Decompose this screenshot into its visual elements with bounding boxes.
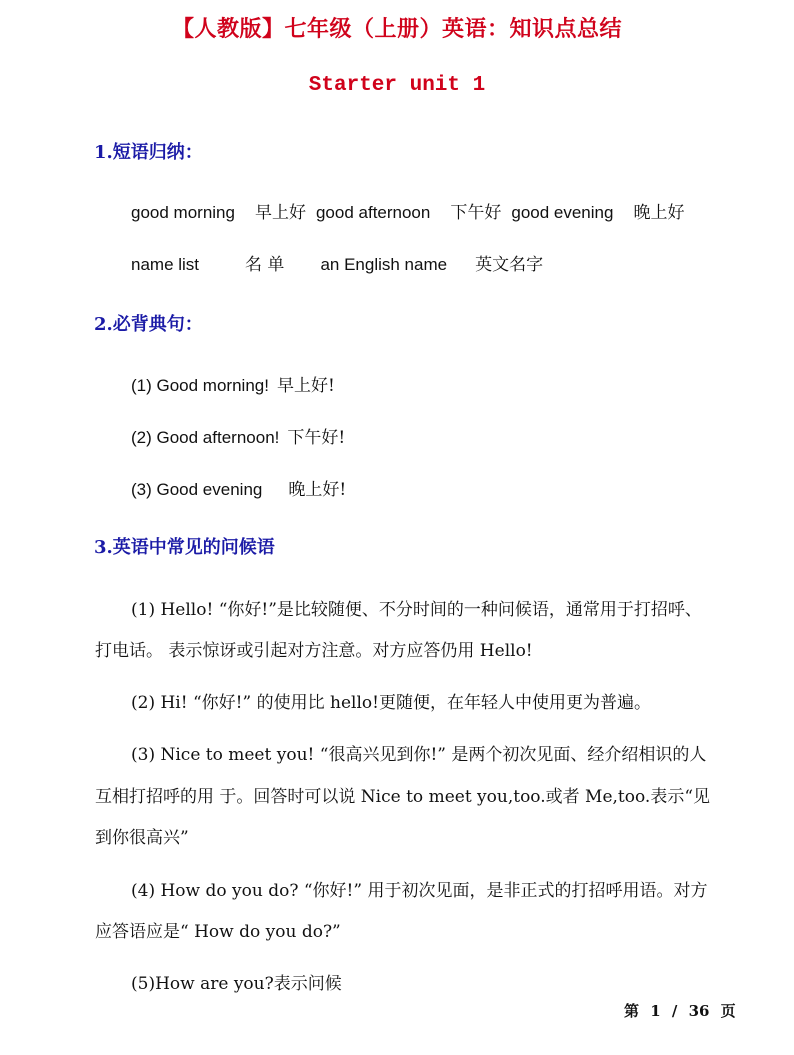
phrase-en: good afternoon bbox=[315, 203, 431, 222]
phrase-cn: 名 单 bbox=[245, 255, 285, 275]
sentence-item bbox=[131, 423, 345, 448]
paragraph-line: 到你很高兴” bbox=[95, 828, 189, 848]
sentence-cn: 下午好! bbox=[287, 428, 346, 448]
phrase-cn: 英文名字 bbox=[475, 255, 544, 275]
paragraph-line: (2) Hi! “你好!” 的使用比 hello!更随便，在年轻人中使用更为普遍。 bbox=[131, 693, 651, 713]
document-subtitle: Starter unit 1 bbox=[308, 74, 486, 97]
phrase-en: good morning bbox=[131, 203, 235, 222]
paragraph-line: (1) Hello! “你好!”是比较随便、不分时间的一种问候语，通常用于打招呼、 bbox=[131, 600, 702, 620]
phrase-cn: 晚上好 bbox=[633, 203, 685, 223]
paragraph-line: (5)How are you?表示问候 bbox=[131, 974, 342, 994]
phrase-en: an English name bbox=[320, 255, 448, 274]
phrase-row-2 bbox=[131, 250, 543, 275]
sentence-en: (1) Good morning! bbox=[131, 376, 269, 395]
section-heading-greetings: 3.英语中常见的问候语 bbox=[94, 537, 275, 558]
paragraph-line: (3) Nice to meet you! “很高兴见到你!” 是两个初次见面、经介绍相识的人 bbox=[131, 745, 707, 765]
paragraph-line: (4) How do you do? “你好!” 用于初次见面，是非正式的打招呼用语。对方 bbox=[131, 881, 708, 901]
document-title: 【人教版】七年级（上册）英语：知识点总结 bbox=[171, 16, 622, 42]
sentence-item bbox=[131, 371, 335, 396]
phrase-row-1 bbox=[131, 198, 684, 223]
sentence-cn: 晚上好! bbox=[288, 480, 347, 500]
section-heading-sentences: 2.必背典句： bbox=[94, 314, 203, 335]
sentence-cn: 早上好! bbox=[276, 376, 335, 396]
paragraph-line: 打电话。 表示惊讶或引起对方注意。对方应答仍用 Hello! bbox=[95, 641, 533, 661]
sentence-item bbox=[131, 475, 346, 500]
phrase-en: name list bbox=[131, 255, 200, 274]
phrase-en: good evening bbox=[511, 203, 614, 222]
paragraph-line: 互相打招呼的用 于。回答时可以说 Nice to meet you,too.或者 Me,too.表示“见 bbox=[95, 787, 711, 807]
sentence-en: (3) Good evening bbox=[131, 480, 263, 499]
phrase-cn: 下午好 bbox=[450, 203, 502, 223]
paragraph-line: 应答语应是“ How do you do?” bbox=[95, 922, 341, 942]
page-number: 第 1 / 36 页 bbox=[624, 1002, 736, 1020]
sentence-en: (2) Good afternoon! bbox=[131, 428, 280, 447]
phrase-cn: 早上好 bbox=[254, 203, 306, 223]
section-heading-phrases: 1.短语归纳： bbox=[94, 142, 203, 163]
